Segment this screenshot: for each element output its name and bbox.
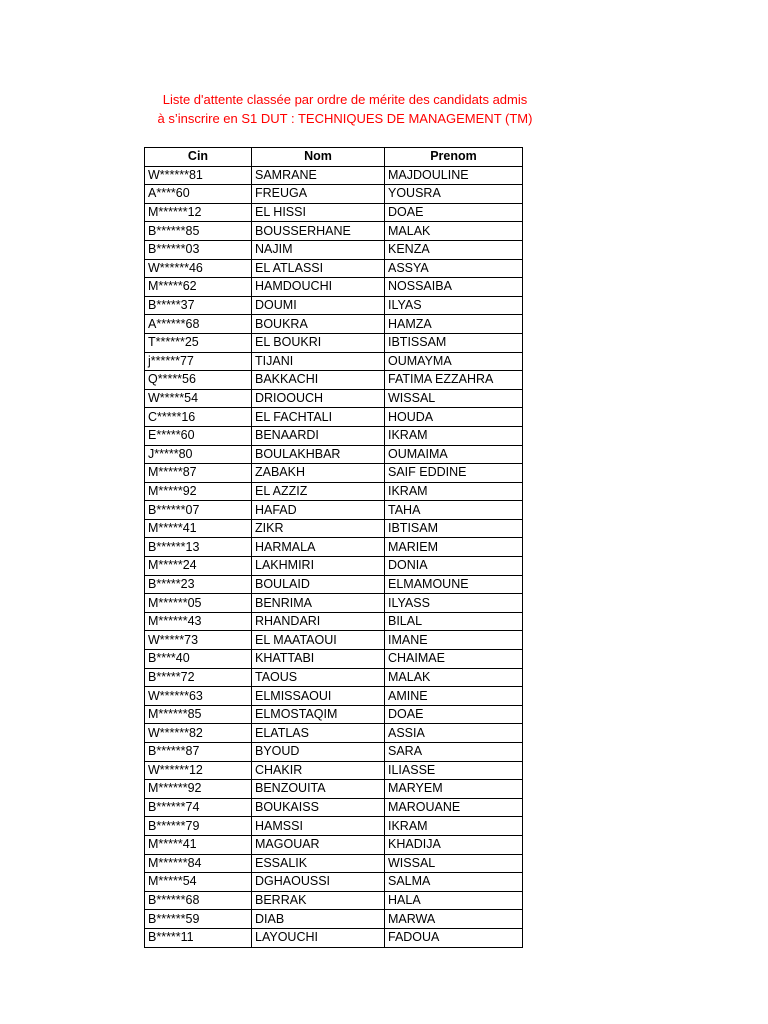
cell-prenom: FADOUA — [385, 928, 523, 947]
cell-prenom: SAIF EDDINE — [385, 464, 523, 483]
table-row — [145, 705, 523, 724]
cell-nom: BOULAKHBAR — [252, 445, 385, 464]
table-row — [145, 835, 523, 854]
cell-cin: M******05 — [145, 594, 252, 613]
cell-cin: M******92 — [145, 780, 252, 799]
table-row — [145, 166, 523, 185]
table-row — [145, 222, 523, 241]
cell-nom: BOUKRA — [252, 315, 385, 334]
table-row — [145, 687, 523, 706]
document-title — [140, 90, 550, 128]
cell-prenom: NOSSAIBA — [385, 278, 523, 297]
table-row — [145, 259, 523, 278]
table-row — [145, 724, 523, 743]
table-row — [145, 631, 523, 650]
cell-cin: B*****37 — [145, 296, 252, 315]
cell-cin: B******68 — [145, 891, 252, 910]
cell-nom: FREUGA — [252, 185, 385, 204]
cell-cin: W******81 — [145, 166, 252, 185]
cell-nom: KHATTABI — [252, 650, 385, 669]
cell-nom: DIAB — [252, 910, 385, 929]
cell-nom: ELMOSTAQIM — [252, 705, 385, 724]
table-row — [145, 426, 523, 445]
cell-prenom: ILYASS — [385, 594, 523, 613]
cell-cin: M*****41 — [145, 519, 252, 538]
cell-prenom: DOAE — [385, 705, 523, 724]
cell-prenom: MARYEM — [385, 780, 523, 799]
cell-prenom: MARIEM — [385, 538, 523, 557]
cell-nom: RHANDARI — [252, 612, 385, 631]
cell-nom: EL HISSI — [252, 203, 385, 222]
cell-nom: BERRAK — [252, 891, 385, 910]
table-row — [145, 538, 523, 557]
table-row — [145, 780, 523, 799]
cell-nom: EL MAATAOUI — [252, 631, 385, 650]
cell-cin: j******77 — [145, 352, 252, 371]
cell-prenom: FATIMA EZZAHRA — [385, 371, 523, 390]
table-row — [145, 873, 523, 892]
cell-prenom: ILIASSE — [385, 761, 523, 780]
cell-cin: B******79 — [145, 817, 252, 836]
cell-prenom: DONIA — [385, 557, 523, 576]
cell-nom: HAMDOUCHI — [252, 278, 385, 297]
cell-cin: M******84 — [145, 854, 252, 873]
cell-nom: HAFAD — [252, 501, 385, 520]
cell-nom: ZABAKH — [252, 464, 385, 483]
cell-nom: DRIOOUCH — [252, 389, 385, 408]
cell-prenom: YOUSRA — [385, 185, 523, 204]
title-line-1: Liste d'attente classée par ordre de mérite des candidats admis — [162, 92, 528, 107]
table-row — [145, 817, 523, 836]
cell-prenom: TAHA — [385, 501, 523, 520]
cell-cin: W*****54 — [145, 389, 252, 408]
table-row — [145, 575, 523, 594]
cell-prenom: CHAIMAE — [385, 650, 523, 669]
cell-prenom: WISSAL — [385, 389, 523, 408]
cell-prenom: MARWA — [385, 910, 523, 929]
cell-nom: BENZOUITA — [252, 780, 385, 799]
cell-prenom: IKRAM — [385, 482, 523, 501]
cell-nom: LAKHMIRI — [252, 557, 385, 576]
cell-cin: B*****23 — [145, 575, 252, 594]
cell-cin: B******74 — [145, 798, 252, 817]
table-row — [145, 389, 523, 408]
cell-nom: HAMSSI — [252, 817, 385, 836]
cell-prenom: IKRAM — [385, 426, 523, 445]
cell-prenom: SALMA — [385, 873, 523, 892]
cell-nom: MAGOUAR — [252, 835, 385, 854]
table-row — [145, 371, 523, 390]
waiting-list-table — [144, 147, 523, 948]
cell-cin: M*****54 — [145, 873, 252, 892]
cell-prenom: MAROUANE — [385, 798, 523, 817]
cell-nom: BOULAID — [252, 575, 385, 594]
cell-prenom: HAMZA — [385, 315, 523, 334]
cell-nom: TIJANI — [252, 352, 385, 371]
title-line-2: à s’inscrire en S1 DUT : TECHNIQUES DE MANAGEMENT (TM) — [157, 111, 533, 126]
cell-cin: B******87 — [145, 743, 252, 762]
cell-cin: B*****11 — [145, 928, 252, 947]
cell-nom: BENAARDI — [252, 426, 385, 445]
cell-prenom: IMANE — [385, 631, 523, 650]
cell-nom: BYOUD — [252, 743, 385, 762]
table-row — [145, 203, 523, 222]
cell-nom: EL ATLASSI — [252, 259, 385, 278]
table-row — [145, 501, 523, 520]
cell-cin: J*****80 — [145, 445, 252, 464]
table-row — [145, 408, 523, 427]
table-row — [145, 296, 523, 315]
cell-prenom: IKRAM — [385, 817, 523, 836]
cell-nom: ZIKR — [252, 519, 385, 538]
cell-cin: M*****62 — [145, 278, 252, 297]
cell-prenom: ASSIA — [385, 724, 523, 743]
cell-cin: W******82 — [145, 724, 252, 743]
cell-prenom: IBTISAM — [385, 519, 523, 538]
cell-nom: ELATLAS — [252, 724, 385, 743]
cell-prenom: MALAK — [385, 668, 523, 687]
table-row — [145, 315, 523, 334]
cell-nom: NAJIM — [252, 240, 385, 259]
header-prenom: Prenom — [385, 148, 523, 167]
cell-cin: M******12 — [145, 203, 252, 222]
cell-nom: ESSALIK — [252, 854, 385, 873]
table-row — [145, 519, 523, 538]
cell-nom: HARMALA — [252, 538, 385, 557]
cell-cin: B******59 — [145, 910, 252, 929]
cell-prenom: HOUDA — [385, 408, 523, 427]
cell-prenom: KHADIJA — [385, 835, 523, 854]
table-row — [145, 352, 523, 371]
header-nom: Nom — [252, 148, 385, 167]
cell-nom: ELMISSAOUI — [252, 687, 385, 706]
table-row — [145, 333, 523, 352]
cell-nom: CHAKIR — [252, 761, 385, 780]
table-row — [145, 743, 523, 762]
table-row — [145, 445, 523, 464]
cell-nom: EL FACHTALI — [252, 408, 385, 427]
table-header-row — [145, 148, 523, 167]
cell-cin: B******85 — [145, 222, 252, 241]
cell-cin: M******85 — [145, 705, 252, 724]
cell-cin: B******07 — [145, 501, 252, 520]
cell-nom: TAOUS — [252, 668, 385, 687]
cell-prenom: AMINE — [385, 687, 523, 706]
cell-nom: LAYOUCHI — [252, 928, 385, 947]
cell-prenom: DOAE — [385, 203, 523, 222]
cell-cin: T******25 — [145, 333, 252, 352]
cell-cin: B******03 — [145, 240, 252, 259]
cell-cin: A******68 — [145, 315, 252, 334]
cell-prenom: HALA — [385, 891, 523, 910]
cell-cin: B*****72 — [145, 668, 252, 687]
cell-cin: M*****87 — [145, 464, 252, 483]
table-row — [145, 278, 523, 297]
cell-nom: BOUSSERHANE — [252, 222, 385, 241]
table-row — [145, 185, 523, 204]
table-row — [145, 668, 523, 687]
cell-prenom: ELMAMOUNE — [385, 575, 523, 594]
cell-prenom: WISSAL — [385, 854, 523, 873]
cell-cin: Q*****56 — [145, 371, 252, 390]
cell-prenom: BILAL — [385, 612, 523, 631]
cell-cin: M*****41 — [145, 835, 252, 854]
cell-cin: M******43 — [145, 612, 252, 631]
cell-prenom: KENZA — [385, 240, 523, 259]
cell-prenom: SARA — [385, 743, 523, 762]
table-row — [145, 854, 523, 873]
cell-nom: DOUMI — [252, 296, 385, 315]
cell-nom: EL BOUKRI — [252, 333, 385, 352]
cell-nom: BOUKAISS — [252, 798, 385, 817]
cell-cin: W******46 — [145, 259, 252, 278]
table-row — [145, 557, 523, 576]
cell-cin: B******13 — [145, 538, 252, 557]
cell-prenom: ASSYA — [385, 259, 523, 278]
cell-cin: M*****92 — [145, 482, 252, 501]
table-row — [145, 928, 523, 947]
cell-cin: M*****24 — [145, 557, 252, 576]
cell-prenom: ILYAS — [385, 296, 523, 315]
cell-prenom: OUMAIMA — [385, 445, 523, 464]
cell-nom: BENRIMA — [252, 594, 385, 613]
cell-cin: W******63 — [145, 687, 252, 706]
cell-prenom: OUMAYMA — [385, 352, 523, 371]
table-row — [145, 464, 523, 483]
cell-cin: W*****73 — [145, 631, 252, 650]
cell-nom: BAKKACHI — [252, 371, 385, 390]
table-row — [145, 650, 523, 669]
cell-cin: W******12 — [145, 761, 252, 780]
table-row — [145, 612, 523, 631]
table-row — [145, 594, 523, 613]
table-row — [145, 761, 523, 780]
table-row — [145, 891, 523, 910]
cell-nom: SAMRANE — [252, 166, 385, 185]
cell-cin: A****60 — [145, 185, 252, 204]
cell-nom: DGHAOUSSI — [252, 873, 385, 892]
table-row — [145, 482, 523, 501]
cell-cin: C*****16 — [145, 408, 252, 427]
cell-prenom: MALAK — [385, 222, 523, 241]
header-cin: Cin — [145, 148, 252, 167]
table-row — [145, 240, 523, 259]
cell-nom: EL AZZIZ — [252, 482, 385, 501]
cell-cin: B****40 — [145, 650, 252, 669]
cell-prenom: MAJDOULINE — [385, 166, 523, 185]
cell-cin: E*****60 — [145, 426, 252, 445]
table-row — [145, 798, 523, 817]
table-row — [145, 910, 523, 929]
cell-prenom: IBTISSAM — [385, 333, 523, 352]
